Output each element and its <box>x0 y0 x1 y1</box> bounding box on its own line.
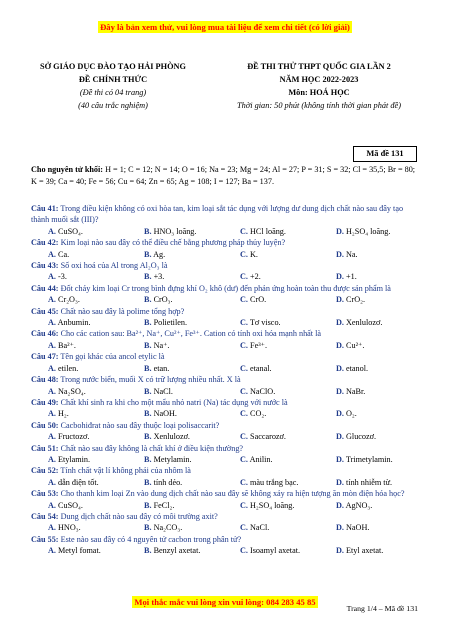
answer-option <box>240 317 336 328</box>
answer-option <box>336 477 392 488</box>
option-text: Na₂CO₃. <box>153 523 183 533</box>
option-letter: D. <box>336 477 344 487</box>
option-text: Fe³⁺. <box>250 340 268 350</box>
option-text: etanal. <box>250 363 272 373</box>
option-letter: D. <box>336 432 344 442</box>
option-text: HCl loãng. <box>250 226 286 236</box>
question-stem <box>31 534 419 545</box>
answer-options <box>31 477 419 488</box>
option-text: etan. <box>153 363 170 373</box>
answer-option <box>240 500 336 511</box>
answer-option <box>144 545 240 556</box>
option-letter: A. <box>48 409 56 419</box>
question-text: Cacbohiđrat nào sau đây thuộc loại polisaccarit? <box>58 420 220 430</box>
question-text: Tên gọi khác của ancol etylic là <box>58 352 165 362</box>
answer-option <box>240 340 336 351</box>
option-text: HNO₃. <box>58 523 81 533</box>
option-letter: C. <box>240 409 248 419</box>
answer-option <box>240 386 336 397</box>
question-text: Đốt cháy kim loại Cr trong bình đựng khí O₂ khô (dư) đến phản ứng hoàn toàn thu được sản phẩm là <box>58 283 391 293</box>
question-number: Câu 41: <box>31 204 59 213</box>
option-text: NaClO. <box>250 386 276 396</box>
answer-option <box>144 271 240 282</box>
option-text: K. <box>250 249 258 259</box>
option-letter: C. <box>240 249 248 259</box>
question-text: Trong nước biển, muối X có trữ lượng nhiều nhất. X là <box>58 375 241 385</box>
option-letter: B. <box>144 295 152 305</box>
option-text: HNO₃ loãng. <box>153 226 197 236</box>
answer-option <box>336 454 393 465</box>
answer-option <box>336 249 358 260</box>
option-letter: C. <box>240 432 248 442</box>
answer-option <box>336 226 390 237</box>
option-letter: D. <box>336 249 344 259</box>
preview-banner-text: Đây là bản xem thử, vui lòng mua tài liệu để xem chi tiết (có lời giải) <box>100 22 350 32</box>
option-letter: A. <box>48 363 56 373</box>
option-text: CrO₂. <box>346 295 366 305</box>
question-number: Câu 45: <box>31 306 59 316</box>
header-left <box>28 60 198 112</box>
question-stem <box>31 374 419 385</box>
option-text: Cu²⁺. <box>346 340 365 350</box>
option-text: O₂. <box>346 409 357 419</box>
option-text: CO₂. <box>250 409 267 419</box>
option-text: Ca. <box>58 249 70 259</box>
option-text: NaBr. <box>346 386 366 396</box>
option-text: +3. <box>153 272 165 282</box>
option-letter: A. <box>48 249 56 259</box>
question-text: Chất nào sau đây là polime tổng hợp? <box>58 306 185 316</box>
answer-options <box>31 500 419 511</box>
question-text: Số oxi hoá của Al trong Al₂O₃ là <box>58 261 168 271</box>
answer-option <box>336 294 365 305</box>
answer-option <box>240 226 336 237</box>
option-letter: A. <box>48 546 56 556</box>
option-letter: D. <box>336 409 344 419</box>
option-text: Anbumin. <box>57 318 91 328</box>
question-number: Câu 55: <box>31 534 59 544</box>
option-letter: A. <box>48 295 56 305</box>
option-text: Tơ visco. <box>249 318 281 328</box>
option-text: H₂. <box>58 409 69 419</box>
answer-options <box>31 340 419 351</box>
exam-title: ĐỀ THI THỬ THPT QUỐC GIA LẦN 2 <box>247 62 391 71</box>
option-letter: A. <box>48 340 56 350</box>
option-text: tính dẻo. <box>153 477 183 487</box>
answer-options <box>31 545 419 556</box>
answer-option <box>144 386 240 397</box>
option-letter: B. <box>144 432 152 442</box>
option-letter: D. <box>336 546 344 556</box>
option-text: etilen. <box>58 363 79 373</box>
answer-option <box>144 294 240 305</box>
option-letter: B. <box>144 272 152 282</box>
option-letter: A. <box>48 386 56 396</box>
option-letter: D. <box>336 523 344 533</box>
question-count-note: (40 câu trắc nghiệm) <box>78 101 148 110</box>
option-text: +1. <box>346 272 357 282</box>
option-text: NaOH. <box>153 409 177 419</box>
answer-option <box>144 477 240 488</box>
option-text: Benzyl axetat. <box>153 546 201 556</box>
answer-option <box>240 249 336 260</box>
option-text: Xenlulozơ. <box>153 432 190 442</box>
answer-option <box>48 454 144 465</box>
option-letter: B. <box>144 409 152 419</box>
answer-option <box>336 545 383 556</box>
option-letter: A. <box>48 226 56 236</box>
answer-option <box>240 408 336 419</box>
question-text: Cho thanh kim loại Zn vào dung dịch chất nào sau đây sẽ không xảy ra hiện tượng ăn mòn điện hóa học? <box>58 489 405 499</box>
answer-option <box>144 454 240 465</box>
question-number: Câu 42: <box>31 238 59 248</box>
question-number: Câu 52: <box>31 466 59 476</box>
option-letter: B. <box>144 249 152 259</box>
answer-option <box>144 431 240 442</box>
option-letter: B. <box>144 454 152 464</box>
question-stem <box>31 465 419 476</box>
answer-option <box>336 340 364 351</box>
question-stem <box>31 488 419 499</box>
question-text: Chất khí sinh ra khi cho một mẩu nhỏ natri (Na) tác dụng với nước là <box>58 397 288 407</box>
answer-option <box>240 522 336 533</box>
answer-option <box>144 500 240 511</box>
question-stem <box>31 351 419 362</box>
question-text: Kim loại nào sau đây có thể điều chế bằng phương pháp thủy luyện? <box>58 238 286 248</box>
option-text: NaCl. <box>153 386 173 396</box>
contact-footer-text: Mọi thắc mắc vui lòng xin vui lòng: 084 283 45 85 <box>134 597 316 607</box>
question-number: Câu 49: <box>31 397 59 407</box>
option-text: Etyl axetat. <box>346 546 384 556</box>
option-letter: C. <box>240 546 248 556</box>
atomic-masses <box>31 164 419 187</box>
question-number: Câu 46: <box>31 329 59 339</box>
option-text: Xenlulozơ. <box>346 318 383 328</box>
answer-option <box>240 363 336 374</box>
option-letter: C. <box>240 363 248 373</box>
option-text: Na₂SO₄. <box>58 386 86 396</box>
question-stem <box>31 237 419 248</box>
option-text: -3. <box>58 272 67 282</box>
answer-option <box>336 317 382 328</box>
answer-option <box>336 408 357 419</box>
question-stem <box>31 283 419 294</box>
option-letter: B. <box>144 523 152 533</box>
answer-option <box>144 249 240 260</box>
answer-option <box>48 294 144 305</box>
question-number: Câu 54: <box>31 511 59 521</box>
option-letter: A. <box>48 318 56 328</box>
option-letter: C. <box>240 500 248 510</box>
option-text: Glucozơ. <box>346 432 377 442</box>
question-number: Câu 43: <box>31 261 59 271</box>
answer-options <box>31 408 419 419</box>
option-text: dẫn điện tốt. <box>58 477 99 487</box>
option-letter: D. <box>336 295 344 305</box>
option-letter: D. <box>336 318 344 328</box>
question-number: Câu 48: <box>31 375 59 385</box>
answer-option <box>240 545 336 556</box>
department-name: SỞ GIÁO DỤC ĐÀO TẠO HẢI PHÒNG <box>40 62 186 71</box>
question-text: Cho các cation sau: Ba²⁺, Na⁺, Cu²⁺, Fe³⁺. Cation có tính oxi hóa mạnh nhất là <box>58 329 322 339</box>
option-text: Ba²⁺. <box>58 340 76 350</box>
option-letter: A. <box>48 477 56 487</box>
answer-options <box>31 431 419 442</box>
option-letter: B. <box>144 340 152 350</box>
option-text: H₂SO₄ loãng. <box>346 226 391 236</box>
option-text: CuSO₄. <box>58 500 83 510</box>
option-text: CuSO₄. <box>58 226 83 236</box>
official-label: ĐỀ CHÍNH THỨC <box>78 75 148 84</box>
option-letter: C. <box>240 226 248 236</box>
option-text: Polietilen. <box>153 318 187 328</box>
answer-option <box>240 477 336 488</box>
option-letter: D. <box>336 500 344 510</box>
option-letter: A. <box>48 272 56 282</box>
option-text: etanol. <box>346 363 369 373</box>
option-text: FeCl₂. <box>153 500 175 510</box>
question-stem <box>31 328 419 339</box>
atomic-masses-values: H = 1; C = 12; N = 14; O = 16; Na = 23; Mg = 24; Al = 27; P = 31; S = 32; Cl = 35,5; Br = 80; K = 39; Ca = 40; Fe = 56; Cu = 64; Zn = 65; Ag = 108; I = 127; Ba = 137. <box>31 165 416 186</box>
answer-option <box>144 340 240 351</box>
exam-code-box: Mã đề 131 <box>353 146 417 162</box>
answer-option <box>48 408 144 419</box>
option-letter: C. <box>240 272 248 282</box>
answer-option <box>144 226 240 237</box>
answer-option <box>144 408 240 419</box>
answer-option <box>240 271 336 282</box>
answer-option <box>336 431 376 442</box>
option-letter: A. <box>48 454 56 464</box>
question-text: Chất nào sau đây không là chất khí ở điều kiện thường? <box>58 443 244 453</box>
option-letter: B. <box>144 318 152 328</box>
option-text: Etylamin. <box>58 454 91 464</box>
question-stem <box>31 397 419 408</box>
option-text: H₂SO₄ loãng. <box>250 500 295 510</box>
option-text: NaCl. <box>250 523 270 533</box>
subject: Môn: HOÁ HỌC <box>288 88 350 97</box>
question-number: Câu 53: <box>31 489 59 499</box>
school-year: NĂM HỌC 2022-2023 <box>279 75 359 84</box>
answer-options <box>31 363 419 374</box>
option-letter: A. <box>48 432 56 442</box>
question-stem <box>31 443 419 454</box>
preview-banner <box>0 17 450 35</box>
answer-option <box>48 271 144 282</box>
option-text: Cr₂O₃. <box>58 295 80 305</box>
option-letter: B. <box>144 386 152 396</box>
answer-option <box>144 363 240 374</box>
question-number: Câu 50: <box>31 420 59 430</box>
question-stem <box>31 203 419 226</box>
option-letter: C. <box>240 523 248 533</box>
question-text: Trong điều kiện không có oxi hòa tan, kim loại sắt tác dụng với lượng dư dung dịch chất nào sau đây tạo thành muối sắt (III)? <box>31 204 404 225</box>
answer-option <box>48 249 144 260</box>
option-letter: B. <box>144 546 152 556</box>
question-number: Câu 47: <box>31 352 59 362</box>
answer-option <box>240 294 336 305</box>
answer-option <box>144 317 240 328</box>
page-count-note: (Đề thi có 04 trang) <box>79 88 147 97</box>
header-right <box>214 60 424 112</box>
answer-option <box>336 522 369 533</box>
atomic-masses-label: Cho nguyên tử khối: <box>31 165 104 174</box>
option-letter: B. <box>144 477 152 487</box>
question-stem <box>31 260 419 271</box>
option-letter: C. <box>240 454 248 464</box>
option-text: CrO₃. <box>153 295 173 305</box>
option-text: màu trắng bạc. <box>250 477 299 487</box>
option-letter: D. <box>336 340 344 350</box>
answer-option <box>48 477 144 488</box>
answer-option <box>48 431 144 442</box>
answer-option <box>48 522 144 533</box>
answer-options <box>31 317 419 328</box>
answer-options <box>31 226 419 237</box>
answer-option <box>48 545 144 556</box>
option-letter: C. <box>240 477 248 487</box>
option-letter: C. <box>240 318 248 328</box>
answer-options <box>31 271 419 282</box>
answer-options <box>31 249 419 260</box>
answer-option <box>336 363 368 374</box>
answer-option <box>48 363 144 374</box>
question-text: Dung dịch chất nào sau đây có môi trường axit? <box>58 511 218 521</box>
option-letter: C. <box>240 386 248 396</box>
option-text: AgNO₃. <box>345 500 373 510</box>
option-text: Saccarozơ. <box>250 432 286 442</box>
answer-option <box>48 317 144 328</box>
question-number: Câu 44: <box>31 283 59 293</box>
option-text: +2. <box>250 272 261 282</box>
option-text: tính nhiễm từ. <box>346 477 393 487</box>
answer-option <box>48 226 144 237</box>
option-text: Isoamyl axetat. <box>250 546 301 556</box>
answer-options <box>31 454 419 465</box>
question-stem <box>31 420 419 431</box>
option-letter: C. <box>240 295 248 305</box>
answer-option <box>240 431 336 442</box>
option-text: CrO. <box>250 295 267 305</box>
option-letter: B. <box>144 226 152 236</box>
option-text: Anilin. <box>249 454 273 464</box>
answer-option <box>336 386 365 397</box>
answer-option <box>48 386 144 397</box>
question-stem <box>31 306 419 317</box>
answer-option <box>336 500 372 511</box>
answer-option <box>336 271 357 282</box>
option-letter: D. <box>336 386 344 396</box>
question-number: Câu 51: <box>31 443 59 453</box>
answer-option <box>240 454 336 465</box>
answer-option <box>48 500 144 511</box>
answer-options <box>31 522 419 533</box>
option-letter: D. <box>336 226 344 236</box>
answer-options <box>31 294 419 305</box>
answer-option <box>144 522 240 533</box>
question-text: Tính chất vật lí không phải của nhôm là <box>58 466 191 476</box>
option-text: Na. <box>346 249 358 259</box>
option-letter: C. <box>240 340 248 350</box>
option-letter: D. <box>336 363 344 373</box>
time-limit: Thời gian: 50 phút (không tính thời gian phát đề) <box>237 101 401 110</box>
page-number: Trang 1/4 – Mã đề 131 <box>346 604 418 613</box>
question-stem <box>31 511 419 522</box>
option-letter: A. <box>48 500 56 510</box>
option-letter: B. <box>144 500 152 510</box>
option-text: NaOH. <box>346 523 370 533</box>
option-text: Metyl fomat. <box>58 546 101 556</box>
option-text: Fructozơ. <box>58 432 90 442</box>
question-text: Este nào sau đây có 4 nguyên tử cacbon trong phân tử? <box>58 534 242 544</box>
option-letter: B. <box>144 363 152 373</box>
option-letter: A. <box>48 523 56 533</box>
option-text: Trimetylamin. <box>345 454 393 464</box>
answer-options <box>31 386 419 397</box>
option-text: Metylamin. <box>153 454 192 464</box>
option-text: Na⁺. <box>153 340 170 350</box>
option-text: Ag. <box>153 249 166 259</box>
question-list <box>31 203 419 557</box>
option-letter: D. <box>336 272 344 282</box>
option-letter: D. <box>336 454 344 464</box>
answer-option <box>48 340 144 351</box>
